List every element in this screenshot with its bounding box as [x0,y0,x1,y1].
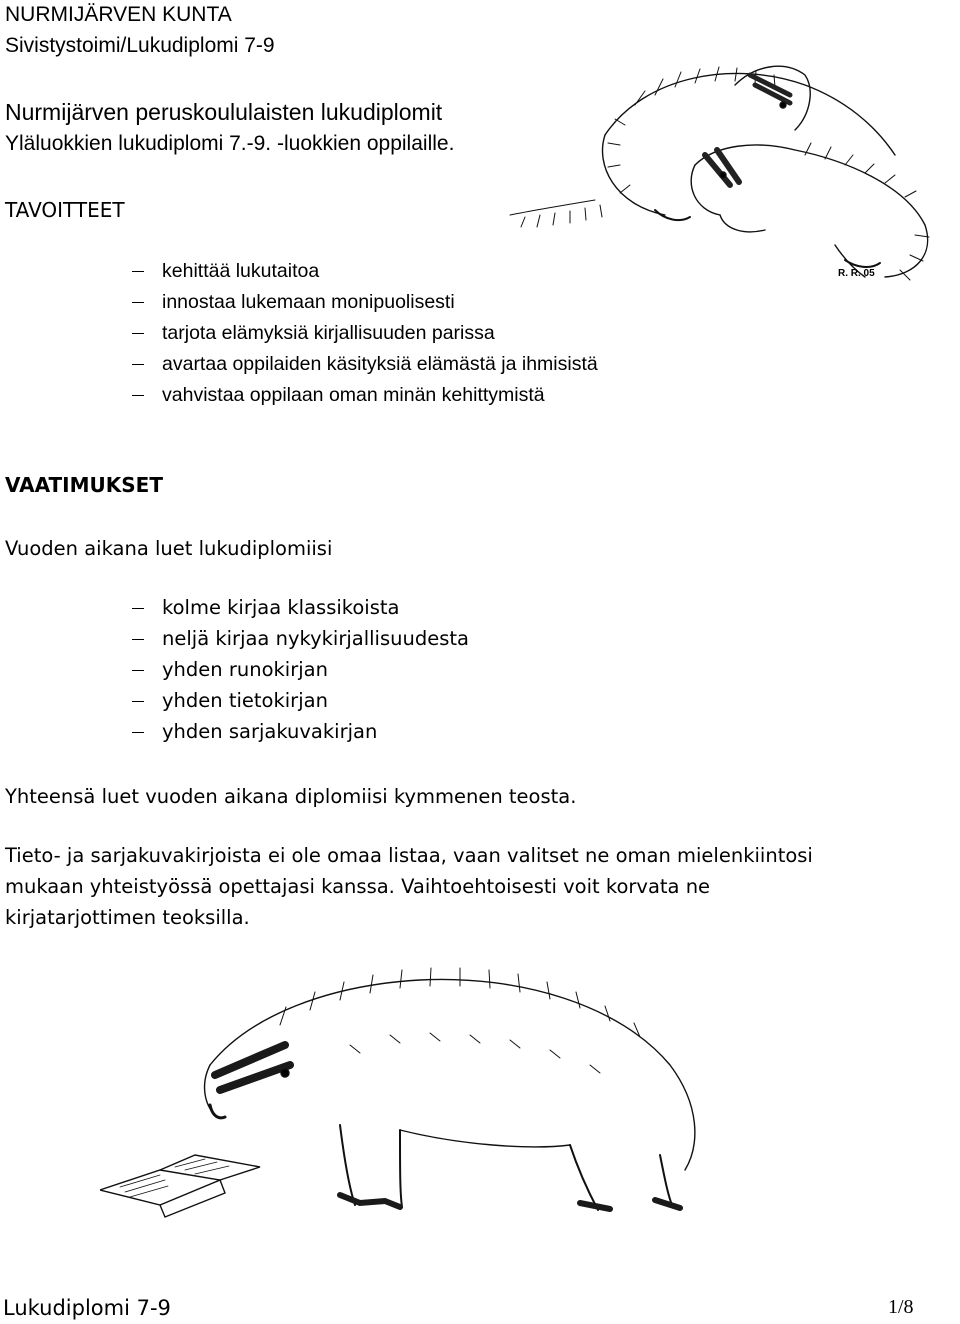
footer-label: Lukudiplomi 7-9 [3,1296,171,1320]
note-line: mukaan yhteistyössä opettajasi kanssa. Vaihtoehtoisesti voit korvata ne [5,875,711,898]
badger-pair-illustration [505,45,945,305]
note-line: kirjatarjottimen teoksilla. [5,906,250,929]
dash-bullet-icon [132,639,144,640]
requirement-item: neljä kirjaa nykykirjallisuudesta [132,625,469,656]
document-title: Nurmijärven peruskoululaisten lukudiplomit [5,99,443,125]
dash-bullet-icon [132,302,144,303]
header-department: Sivistystoimi/Lukudiplomi 7-9 [5,34,275,57]
requirements-list [132,594,469,749]
goal-item: vahvistaa oppilaan oman minän kehittymistä [132,381,598,412]
goals-heading: TAVOITTEET [5,198,125,222]
requirements-intro: Vuoden aikana luet lukudiplomiisi [5,537,333,560]
dash-bullet-icon [132,670,144,671]
requirement-item: kolme kirjaa klassikoista [132,594,469,625]
goal-item: avartaa oppilaiden käsityksiä elämästä ja ihmisistä [132,350,598,381]
dash-bullet-icon [132,333,144,334]
illustration-signature: R. R. 05 [838,268,875,279]
dash-bullet-icon [132,701,144,702]
badger-reading-illustration [100,955,710,1245]
goal-item: innostaa lukemaan monipuolisesti [132,288,598,319]
requirement-item: yhden runokirjan [132,656,469,687]
dash-bullet-icon [132,395,144,396]
requirements-heading: VAATIMUKSET [5,473,163,497]
header-organization: NURMIJÄRVEN KUNTA [5,3,232,26]
dash-bullet-icon [132,608,144,609]
goal-item: tarjota elämyksiä kirjallisuuden parissa [132,319,598,350]
requirements-total: Yhteensä luet vuoden aikana diplomiisi kymmenen teosta. [5,785,577,808]
dash-bullet-icon [132,271,144,272]
requirement-item: yhden sarjakuvakirjan [132,718,469,749]
dash-bullet-icon [132,732,144,733]
page-number: 1/8 [888,1296,914,1318]
requirement-item: yhden tietokirjan [132,687,469,718]
requirements-note [5,840,925,933]
goal-item: kehittää lukutaitoa [132,257,598,288]
document-subtitle: Yläluokkien lukudiplomi 7.-9. -luokkien oppilaille. [5,132,455,155]
note-line: Tieto- ja sarjakuvakirjoista ei ole omaa listaa, vaan valitset ne oman mielenkiintosi [5,844,813,867]
dash-bullet-icon [132,364,144,365]
